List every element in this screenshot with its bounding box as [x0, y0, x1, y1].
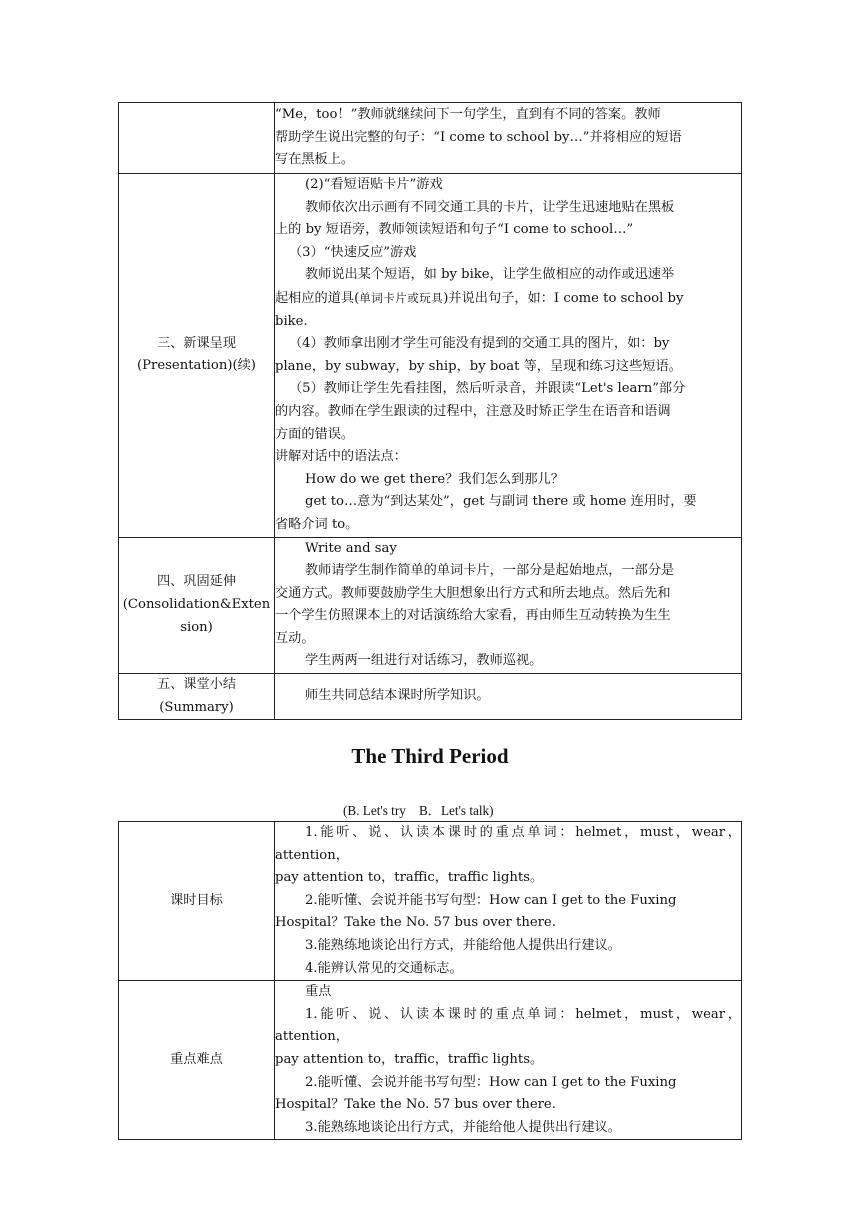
content-line: “Me，too！”教师就继续问下一句学生，直到有不同的答案。教师	[275, 107, 661, 123]
period-title: The Third Period	[351, 744, 509, 768]
stage-title: 三、新课呈现	[156, 335, 237, 351]
content-line: bike.	[275, 313, 308, 329]
row-label: 课时目标	[170, 892, 223, 908]
row-label-cell	[119, 822, 275, 981]
content-line: 2.能听懂、会说并能书写句型：How can I get to the Fuxing	[305, 892, 677, 908]
lesson-table-continued	[118, 102, 742, 720]
content-line: 的内容。教师在学生跟读的过程中，注意及时矫正学生在语音和语调	[275, 403, 671, 419]
content-line: 互动。	[275, 630, 315, 646]
content-line: Hospital？Take the No. 57 bus over there.	[275, 1097, 556, 1113]
row-label-cell	[119, 174, 275, 538]
content-line: 4.能辨认常见的交通标志。	[305, 960, 463, 976]
content-line: 方面的错误。	[275, 426, 355, 442]
stage-subtitle: sion)	[180, 619, 213, 635]
content-line: get to…意为“到达某处”，get 与副词 there 或 home 连用时，要	[305, 494, 697, 510]
row-label-cell	[119, 674, 275, 720]
content-line: Write and say	[305, 540, 397, 556]
row-content-cell	[275, 174, 742, 538]
row-content-cell	[275, 822, 742, 981]
table-row	[119, 981, 742, 1140]
row-content-cell	[275, 537, 742, 674]
content-line: （4）教师拿出刚才学生可能没有提到的交通工具的图片，如：by	[289, 336, 670, 352]
content-line: 一个学生仿照课本上的对话演练给大家看，再由师生互动转换为生生	[275, 608, 671, 624]
content-line: pay attention to，traffic，traffic lights。	[275, 870, 544, 886]
objectives-table	[118, 821, 742, 1140]
stage-subtitle: (Summary)	[159, 699, 234, 715]
content-line: 省略介词 to。	[275, 516, 359, 532]
row-label-cell	[119, 103, 275, 174]
content-line: 学生两两一组进行对话练习，教师巡视。	[305, 653, 543, 669]
content-line: 帮助学生说出完整的句子：“I come to school by…”并将相应的短语	[275, 129, 682, 145]
row-content-cell	[275, 674, 742, 720]
content-line: 3.能熟练地谈论出行方式，并能给他人提供出行建议。	[305, 937, 621, 953]
content-fragment: 起相应的道具(	[275, 290, 360, 306]
content-line: 1.能听、说、认读本课时的重点单词：helmet，must，wear，attention，	[275, 825, 741, 863]
table-row	[119, 822, 742, 981]
content-line: 2.能听懂、会说并能书写句型：How can I get to the Fuxing	[305, 1074, 677, 1090]
content-line: 交通方式。教师要鼓励学生大胆想象出行方式和所去地点。然后先和	[275, 585, 671, 601]
content-line: How do we get there？我们怎么到那儿？	[305, 471, 564, 487]
content-line	[275, 287, 741, 311]
table-row	[119, 674, 742, 720]
period-subtitle: (B. Let's try B．Let's talk)	[343, 803, 494, 818]
table-row	[119, 174, 742, 538]
stage-subtitle: (Presentation)(续)	[137, 358, 256, 374]
content-line: (2)“看短语贴卡片”游戏	[305, 177, 443, 192]
table-row	[119, 537, 742, 674]
content-line: （5）教师让学生先看挂图，然后听录音，并跟读“Let's learn”部分	[289, 381, 686, 397]
content-line: 讲解对话中的语法点：	[275, 449, 407, 465]
content-line: 教师依次出示画有不同交通工具的卡片，让学生迅速地贴在黑板	[305, 199, 675, 215]
content-fragment: )并说出句子，如：I come to school by	[443, 290, 684, 306]
content-line: （3）“快速反应”游戏	[289, 244, 417, 260]
content-line: 写在黑板上。	[275, 152, 355, 168]
content-line: 师生共同总结本课时所学知识。	[305, 688, 490, 704]
row-label-cell	[119, 537, 275, 674]
row-label: 重点难点	[170, 1051, 223, 1067]
table-row	[119, 103, 742, 174]
content-line: 3.能熟练地谈论出行方式，并能给他人提供出行建议。	[305, 1119, 621, 1135]
stage-title: 五、课堂小结	[156, 677, 237, 693]
row-label-cell	[119, 981, 275, 1140]
content-line: 上的 by 短语旁，教师领读短语和句子“I come to school…”	[275, 222, 634, 238]
content-line: pay attention to，traffic，traffic lights。	[275, 1051, 544, 1067]
content-line: 教师说出某个短语，如 by bike，让学生做相应的动作或迅速举	[305, 267, 675, 283]
content-line: 教师请学生制作简单的单词卡片，一部分是起始地点，一部分是	[305, 563, 675, 579]
content-line: plane，by subway，by ship，by boat 等，呈现和练习这些短语。	[275, 358, 682, 374]
stage-subtitle: (Consolidation&Exten	[122, 596, 271, 612]
row-content-cell	[275, 103, 742, 174]
stage-title: 四、巩固延伸	[156, 574, 237, 590]
content-line: 重点	[305, 984, 332, 1000]
handwritten-note: 单词卡片或玩具	[359, 290, 444, 305]
row-content-cell	[275, 981, 742, 1140]
content-line: 1.能听、说、认读本课时的重点单词：helmet，must，wear，attention，	[275, 1006, 741, 1045]
content-line: Hospital？Take the No. 57 bus over there.	[275, 915, 556, 931]
